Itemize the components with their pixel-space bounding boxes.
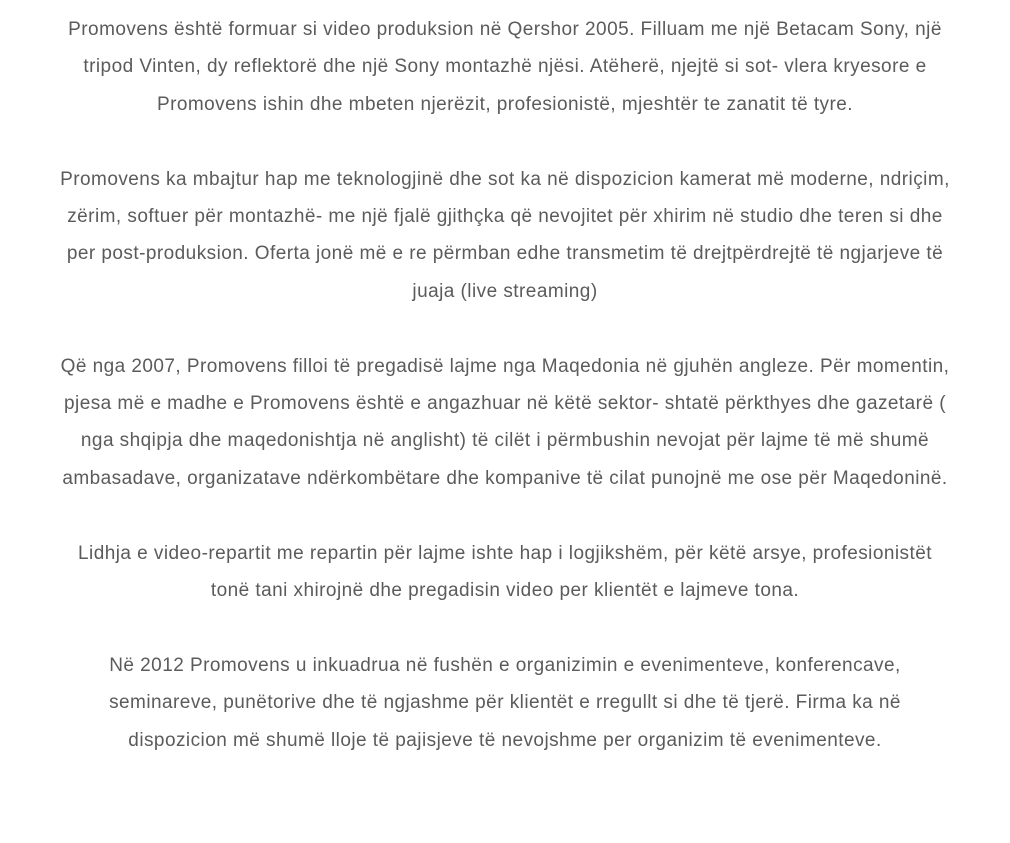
paragraph-video-news: Lidhja e video-repartit me repartin për lajme ishte hap i logjikshëm, për këtë arsye, profesionistët tonë tani xhirojnë dhe pregadisin video per klientët e lajmeve tona.	[78, 542, 932, 602]
paragraph-history: Promovens është formuar si video produksion në Qershor 2005. Filluam me një Betacam Sony, një tripod Vinten, dy reflektorë dhe një Sony montazhë njësi. Atëherë, njejtë si sot- vlera kryesore e Promovens ishin dhe mbeten njerëzit, profesionistë, mjeshtër te zanatit të tyre.	[68, 19, 942, 115]
paragraph-events: Në 2012 Promovens u inkuadrua në fushën e organizimin e evenimenteve, konferencave, seminareve, punëtorive dhe të ngjashme për klientët e rregullt si dhe të tjerë. Firma ka në dispozicion më shumë lloje të pajisjeve të nevojshme per organizim të evenimenteve.	[109, 654, 901, 751]
paragraph-technology: Promovens ka mbajtur hap me teknologjinë dhe sot ka në dispozicion kamerat më moderne, ndriçim, zërim, softuer për montazhë- me një fjalë gjithçka që nevojitet për xhirim në studio dhe teren si dhe per post-produksion. Oferta jonë më e re përmban edhe transmetim të drejtpërdrejtë të ngjarjeve të juaja (live streaming)	[60, 168, 950, 302]
paragraph-news: Që nga 2007, Promovens filloi të pregadisë lajme nga Maqedonia në gjuhën angleze. Për momentin, pjesa më e madhe e Promovens është e angazhuar në këtë sektor- shtatë përkthyes dhe gazetarë ( nga shqipja dhe maqedonishtja në anglisht) të cilët i përmbushin nevojat për lajme të më shumë ambasadave, organizatave ndërkombëtare dhe kompanive të cilat punojnë me ose për Maqedoninë.	[60, 355, 950, 489]
about-text-block	[60, 11, 950, 759]
